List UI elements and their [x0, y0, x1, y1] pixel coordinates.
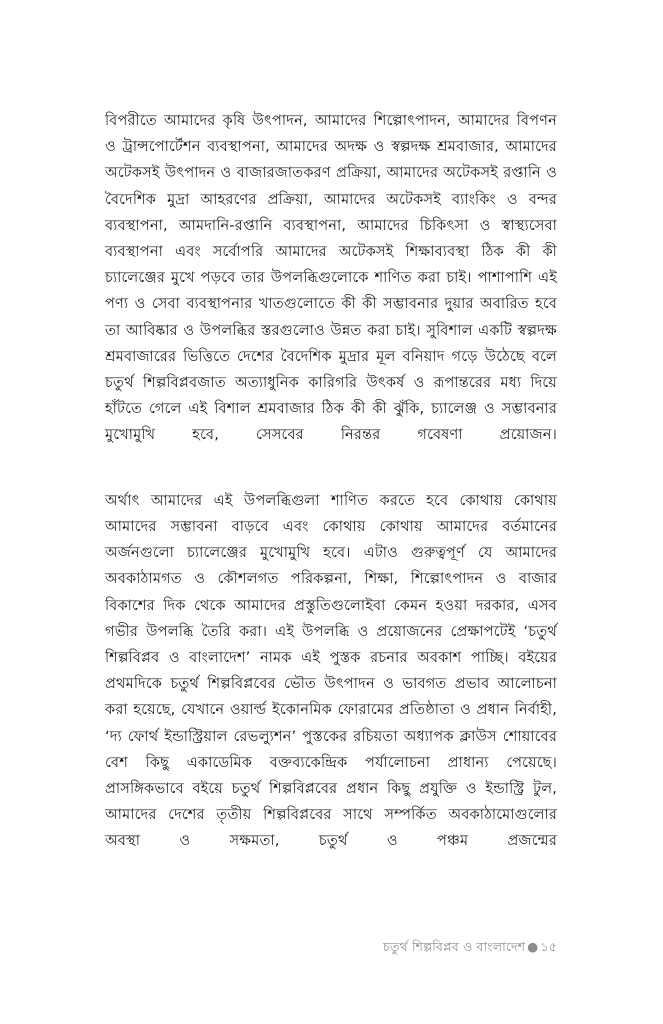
- page-body-text: [105, 108, 557, 881]
- footer-page-number: ১৫: [540, 939, 557, 954]
- page-footer: [105, 938, 557, 956]
- footer-book-title: চতুর্থ শিল্পবিপ্লব ও বাংলাদেশ: [383, 939, 526, 954]
- paragraph-1: বিপরীতে আমাদের কৃষি উৎপাদন, আমাদের শিল্পোৎপাদন, আমাদের বিপণন ও ট্রান্সপোর্টেশন ব্যবস্থাপনা, আমাদের অদক্ষ ও স্বল্পদক্ষ শ্রমবাজার, আমাদের অটেকসই উৎপাদন ও বাজারজাতকরণ প্রক্রিয়া, আমাদের অটেকসই রপ্তানি ও বৈদেশিক মুদ্রা আহরণের প্রক্রিয়া, আমাদের অটেকসই ব্যাংকিং ও বন্দর ব্যবস্থাপনা, আমদানি-রপ্তানি ব্যবস্থাপনা, আমাদের চিকিৎসা ও স্বাস্থ্যসেবা ব্যবস্থাপনা এবং সর্বোপরি আমাদের অটেকসই শিক্ষাব্যবস্থা ঠিক কী কী চ্যালেঞ্জের মুখে পড়বে তার উপলব্ধিগুলোকে শাণিত করা চাই। পাশাপাশি এই পণ্য ও সেবা ব্যবস্থাপনার খাতগুলোতে কী কী সম্ভাবনার দুয়ার অবারিত হবে তা আবিষ্কার ও উপলব্ধির স্তরগুলোও উন্নত করা চাই। সুবিশাল একটি স্বল্পদক্ষ শ্রমবাজারের ভিত্তিতে দেশের বৈদেশিক মুদ্রার মূল বনিয়াদ গড়ে উঠেছে বলে চতুর্থ শিল্পবিপ্লবজাত অত্যাধুনিক কারিগরি উৎকর্ষ ও রূপান্তরের মধ্য দিয়ে হাঁটতে গেলে এই বিশাল শ্রমবাজার ঠিক কী কী ঝুঁকি, চ্যালেঞ্জ ও সম্ভাবনার মুখোমুখি হবে, সেসবের নিরন্তর গবেষণা প্রয়োজন।: [105, 112, 557, 444]
- paragraph-2: অর্থাৎ আমাদের এই উপলব্ধিগুলা শাণিত করতে হবে কোথায় কোথায় আমাদের সম্ভাবনা বাড়বে এবং কোথায় কোথায় আমাদের বর্তমানের অর্জনগুলো চ্যালেঞ্জের মুখোমুখি হবে। এটাও গুরুত্বপূর্ণ যে আমাদের অবকাঠামগত ও কৌশলগত পরিকল্পনা, শিক্ষা, শিল্পোৎপাদন ও বাজার বিকাশের দিক থেকে আমাদের প্রস্তুতিগুলোইবা কেমন হওয়া দরকার, এসব গভীর উপলব্ধি তৈরি করা। এই উপলব্ধি ও প্রয়োজনের প্রেক্ষাপটেই ‘চতুর্থ শিল্পবিপ্লব ও বাংলাদেশ’ নামক এই পুস্তক রচনার অবকাশ পাচ্ছি। বইয়ের প্রথমদিকে চতুর্থ শিল্পবিপ্লবের ভৌত উৎপাদন ও ভাবগত প্রভাব আলোচনা করা হয়েছে, যেখানে ওয়ার্ল্ড ইকোনমিক ফোরামের প্রতিষ্ঠাতা ও প্রধান নির্বাহী, ‘দ্য ফোর্থ ইন্ডাস্ট্রিয়াল রেভল্যুশন’ পুস্তকের রচিয়তা অধ্যাপক ক্লাউস শোয়াবের বেশ কিছু একাডেমিক বক্তব্যকেন্দ্রিক পর্যালোচনা প্রাধান্য পেয়েছে। প্রাসঙ্গিকভাবে বইয়ে চতুর্থ শিল্পবিপ্লবের প্রধান কিছু প্রযুক্তি ও ইন্ডাস্ট্রি টুল, আমাদের দেশের তৃতীয় শিল্পবিপ্লবের সাথে সম্পর্কিত অবকাঠামোগুলোর অবস্থা ও সক্ষমতা, চতুর্থ ও পঞ্চম প্রজন্মের: [105, 491, 557, 850]
- footer-separator-bullet: ●: [527, 939, 539, 954]
